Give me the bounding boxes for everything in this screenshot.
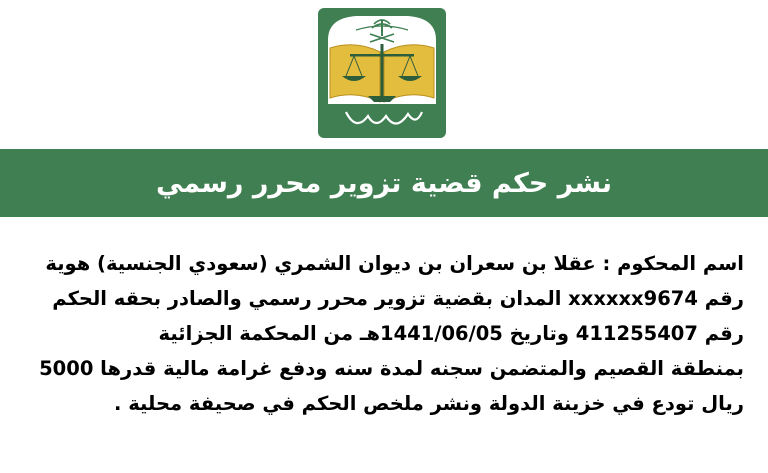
notice-line: رقم 411255407 وتاريخ 1441/06/05هـ من المحكمة الجزائية xyxy=(158,322,744,345)
ministry-of-justice-logo xyxy=(316,6,448,140)
title-banner xyxy=(0,149,768,217)
banner-title: نشر حكم قضية تزوير محرر رسمي xyxy=(155,167,613,199)
verdict-notice xyxy=(24,246,744,421)
notice-line: بمنطقة القصيم والمتضمن سجنه لمدة سنه ودفع غرامة مالية قدرها 5000 xyxy=(39,357,744,380)
notice-line: ريال تودع في خزينة الدولة ونشر ملخص الحكم في صحيفة محلية . xyxy=(114,392,744,415)
notice-line: اسم المحكوم : عقلا بن سعران بن ديوان الشمري (سعودي الجنسية) هوية xyxy=(45,252,744,275)
notice-line: رقم xxxxxx9674 المدان بقضية تزوير محرر رسمي والصادر بحقه الحكم xyxy=(52,287,744,310)
scales-of-justice-icon xyxy=(316,6,448,140)
